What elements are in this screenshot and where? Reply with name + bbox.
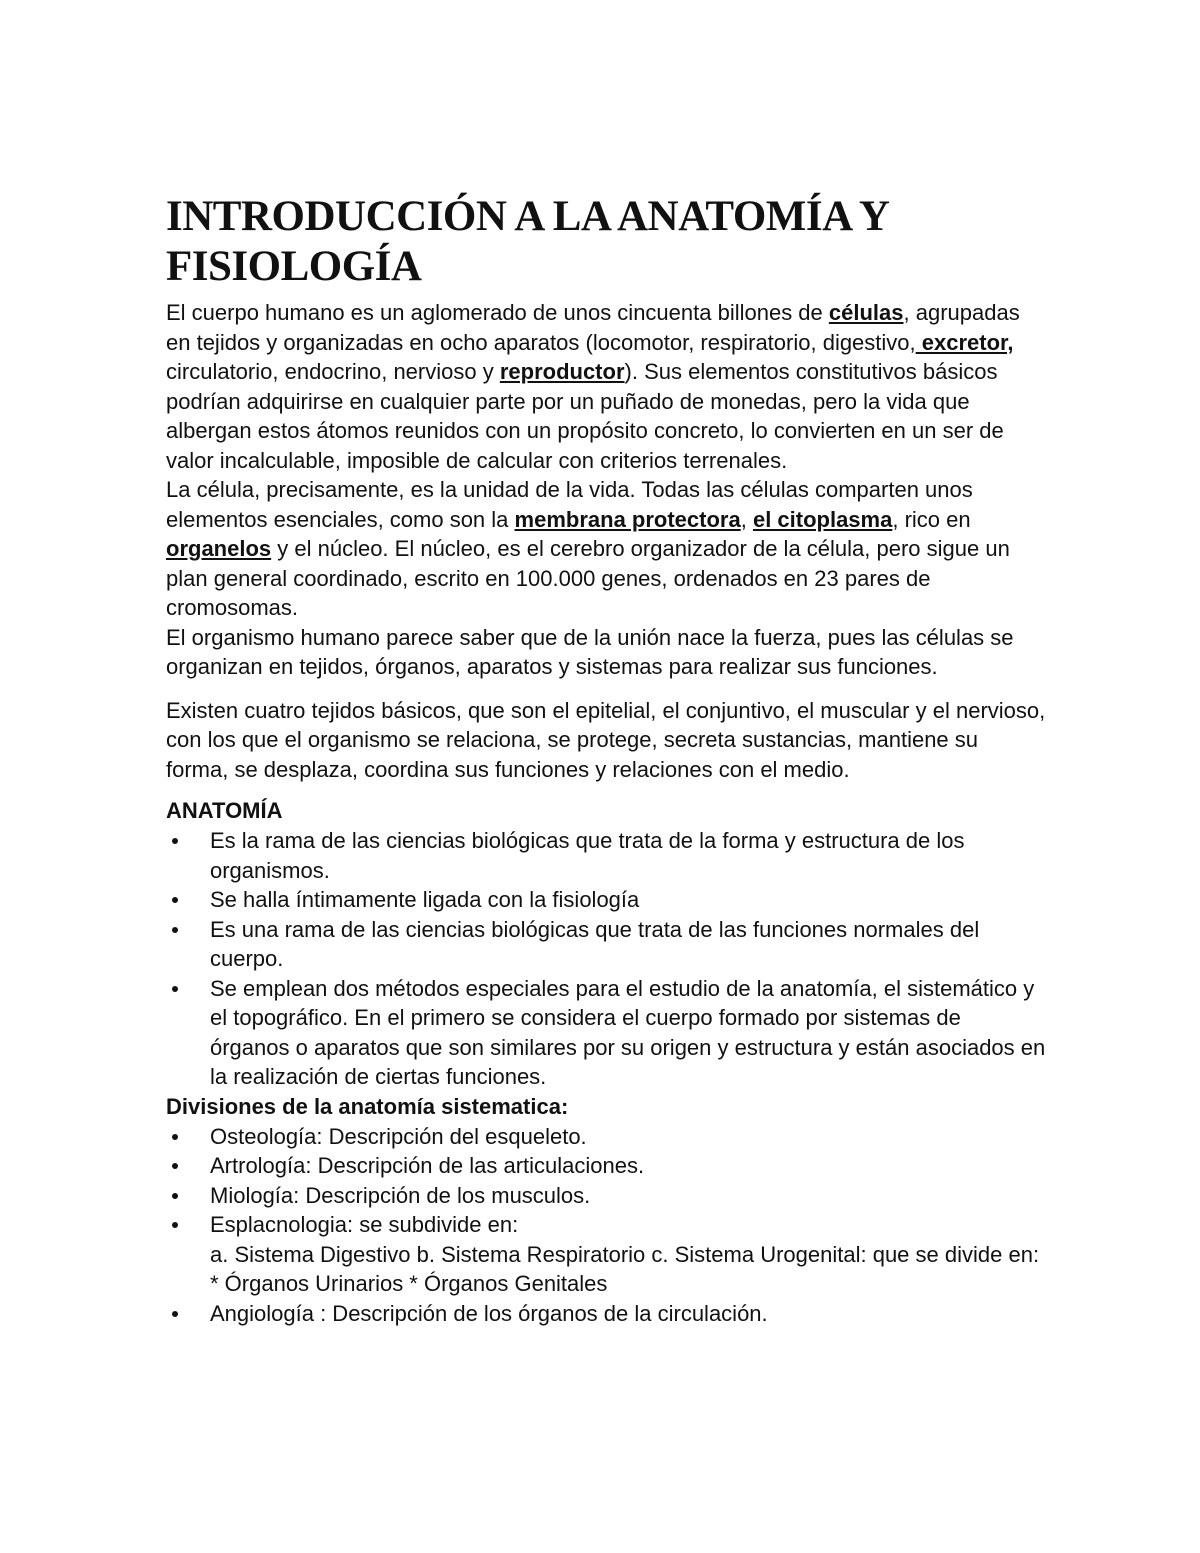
cell-paragraph bbox=[166, 475, 1046, 623]
list-item bbox=[166, 1299, 1046, 1329]
bullet-icon bbox=[172, 1193, 178, 1199]
intro-text-2: , agrupadas en tejidos y organizadas en ocho aparatos (locomotor, respiratorio, digestivo, bbox=[166, 300, 1020, 355]
intro-text-1: El cuerpo humano es un aglomerado de unos cincuenta billones de bbox=[166, 300, 829, 325]
link-celulas[interactable]: células bbox=[828, 300, 904, 325]
urogenital-subdivision: * Órganos Urinarios * Órganos Genitales bbox=[210, 1271, 608, 1296]
bullet-icon bbox=[172, 1134, 178, 1140]
esplacnologia-subdivision: a. Sistema Digestivo b. Sistema Respiratorio c. Sistema Urogenital: que se divide en: bbox=[210, 1241, 1040, 1267]
intro-text-3: circulatorio, endocrino, nervioso y bbox=[166, 359, 500, 384]
link-membrana-protectora[interactable]: membrana protectora bbox=[514, 506, 741, 532]
link-citoplasma[interactable]: el citoplasma bbox=[752, 506, 893, 532]
list-item bbox=[166, 1181, 1046, 1211]
list-item-text: Osteología: Descripción del esqueleto. bbox=[210, 1123, 587, 1149]
list-item bbox=[166, 826, 1046, 885]
list-item-text: Se emplean dos métodos especiales para el estudio de la anatomía, el sistemático y el topográfico. En el primero se considera el cuerpo formado por sistemas de órganos o aparatos que son similares por su origen y estructura y están asociados en la realización de ciertas funciones. bbox=[210, 975, 1046, 1089]
bullet-icon bbox=[172, 838, 178, 844]
list-item-text: Es una rama de las ciencias biológicas que trata de las funciones normales del cuerpo. bbox=[210, 916, 980, 971]
bullet-icon bbox=[172, 1163, 178, 1169]
anatomia-list bbox=[166, 826, 1046, 1092]
list-item-text: Esplacnologia: se subdivide en: bbox=[210, 1212, 519, 1237]
list-item bbox=[166, 974, 1046, 1092]
cell-text-4: y el núcleo. El núcleo, es el cerebro organizador de la célula, pero sigue un plan general coordinado, escrito en 100.000 genes, ordenados en 23 pares de cromosomas. bbox=[166, 536, 1010, 620]
bullet-icon bbox=[172, 986, 178, 992]
list-item-text: Es la rama de las ciencias biológicas que trata de la forma y estructura de los organismos. bbox=[210, 828, 965, 883]
list-item-text: Se halla íntimamente ligada con la fisiología bbox=[210, 887, 640, 912]
list-item-text: Miología: Descripción de los musculos. bbox=[210, 1182, 591, 1208]
divisiones-heading: Divisiones de la anatomía sistematica: bbox=[166, 1093, 569, 1119]
list-item-text: Angiología : Descripción de los órganos de la circulación. bbox=[210, 1300, 768, 1326]
intro-text-4: ). Sus elementos constitutivos básicos podrían adquirirse en cualquier parte por un puñado de monedas, pero la vida que albergan estos átomos reunidos con un propósito concreto, lo convierten en un ser de valor incalculable, imposible de calcular con criterios terrenales. bbox=[166, 359, 1004, 473]
document-page bbox=[166, 192, 1046, 1328]
list-item bbox=[166, 915, 1046, 974]
list-item bbox=[166, 1151, 1046, 1181]
list-item bbox=[166, 1210, 1046, 1299]
bullet-icon bbox=[172, 927, 178, 933]
tissues-paragraph: Existen cuatro tejidos básicos, que son el epitelial, el conjuntivo, el muscular y el nervioso, con los que el organismo se relaciona, se protege, secreta sustancias, mantiene su forma, se desplaza, coordina sus funciones y relaciones con el medio. bbox=[166, 697, 1046, 782]
intro-paragraph bbox=[166, 298, 1046, 475]
cell-text-1: La célula, precisamente, es la unidad de la vida. Todas las células comparten unos elementos esenciales, como son la bbox=[166, 477, 973, 532]
list-item bbox=[166, 1122, 1046, 1152]
anatomia-heading: ANATOMÍA bbox=[166, 798, 283, 823]
bullet-icon bbox=[172, 1222, 178, 1228]
link-reproductor[interactable]: reproductor bbox=[499, 359, 625, 384]
link-excretor[interactable]: excretor, bbox=[915, 329, 1014, 355]
list-item bbox=[166, 885, 1046, 915]
bullet-icon bbox=[172, 1311, 178, 1317]
cell-text-2: , bbox=[740, 506, 753, 532]
divisiones-list bbox=[166, 1122, 1046, 1329]
link-organelos[interactable]: organelos bbox=[166, 536, 272, 561]
organism-paragraph: El organismo humano parece saber que de la unión nace la fuerza, pues las células se organizan en tejidos, órganos, aparatos y sistemas para realizar sus funciones. bbox=[166, 624, 1014, 679]
list-item-text: Artrología: Descripción de las articulaciones. bbox=[210, 1153, 645, 1178]
bullet-icon bbox=[172, 897, 178, 903]
cell-text-3: , rico en bbox=[892, 506, 971, 532]
document-title: INTRODUCCIÓN A LA ANATOMÍA Y FISIOLOGÍA bbox=[166, 193, 888, 290]
